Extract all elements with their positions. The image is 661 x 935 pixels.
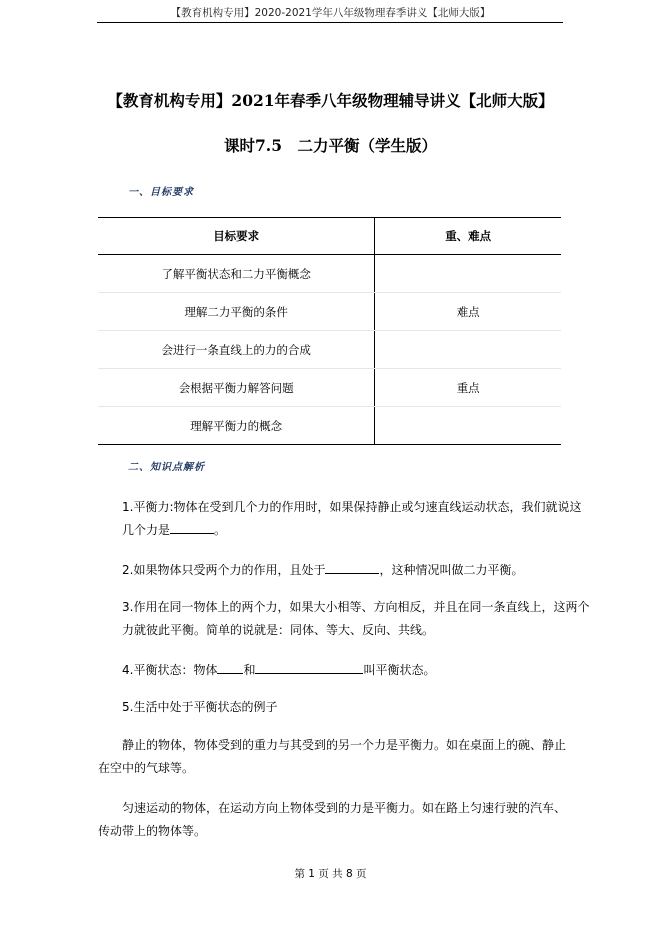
table-row <box>98 255 561 293</box>
fill-blank <box>170 520 214 534</box>
table-row <box>98 293 561 331</box>
paragraph-3: 3.作用在同一物体上的两个力，如果大小相等、方向相反，并且在同一条直线上，这两个力就彼此平衡。简单的说就是：同体、等大、反向、共线。 <box>122 600 590 637</box>
header-rule <box>97 22 563 23</box>
goal-cell: 了解平衡状态和二力平衡概念 <box>98 255 375 293</box>
paragraph-text: 1.平衡力:物体在受到几个力的作用时，如果保持静止或匀速直线运动状态，我们就说这几个力是 <box>122 500 582 537</box>
table-row <box>98 369 561 407</box>
section-heading-goals: 一、目标要求 <box>128 187 194 198</box>
level-cell: 难点 <box>375 293 561 331</box>
level-cell: 重点 <box>375 369 561 407</box>
table-row <box>98 407 561 445</box>
paragraph-text: 4.平衡状态：物体 <box>122 663 218 677</box>
paragraph-end: 叫平衡状态。 <box>363 663 436 677</box>
paragraph-2 <box>98 559 592 582</box>
table-row <box>98 331 561 369</box>
col-header-level: 重、难点 <box>375 218 561 255</box>
fill-blank <box>217 660 243 674</box>
paragraph-5: 5.生活中处于平衡状态的例子 <box>122 700 278 714</box>
fill-blank <box>325 560 379 574</box>
goal-cell: 会进行一条直线上的力的合成 <box>98 331 375 369</box>
paragraph-6: 静止的物体，物体受到的重力与其受到的另一个力是平衡力。如在桌面上的碗、静止在空中的气球等。 <box>98 738 567 775</box>
level-cell <box>375 331 561 369</box>
level-cell <box>375 255 561 293</box>
paragraph-4 <box>98 659 592 682</box>
section-heading-knowledge: 二、知识点解析 <box>128 462 205 473</box>
lesson-title: 课时7.5 二力平衡（学生版） <box>224 136 437 155</box>
paragraph-end: 。 <box>214 523 227 537</box>
goal-cell: 会根据平衡力解答问题 <box>98 369 375 407</box>
page-header: 【教育机构专用】2020-2021学年八年级物理春季讲义【北师大版】 <box>170 7 491 19</box>
goals-table <box>98 217 561 445</box>
paragraph-mid: 和 <box>243 663 256 677</box>
paragraph-end: ，这种情况叫做二力平衡。 <box>379 563 524 577</box>
fill-blank <box>255 660 363 674</box>
goal-cell: 理解二力平衡的条件 <box>98 293 375 331</box>
paragraph-1 <box>98 496 592 542</box>
table-header-row <box>98 218 561 255</box>
paragraph-text: 2.如果物体只受两个力的作用，且处于 <box>122 563 326 577</box>
goal-cell: 理解平衡力的概念 <box>98 407 375 445</box>
page-footer: 第 1 页 共 8 页 <box>294 868 367 880</box>
document-title: 【教育机构专用】2021年春季八年级物理辅导讲义【北师大版】 <box>107 91 554 110</box>
paragraph-7: 匀速运动的物体，在运动方向上物体受到的力是平衡力。如在路上匀速行驶的汽车、传动带上的物体等。 <box>98 801 567 838</box>
level-cell <box>375 407 561 445</box>
col-header-goal: 目标要求 <box>98 218 375 255</box>
